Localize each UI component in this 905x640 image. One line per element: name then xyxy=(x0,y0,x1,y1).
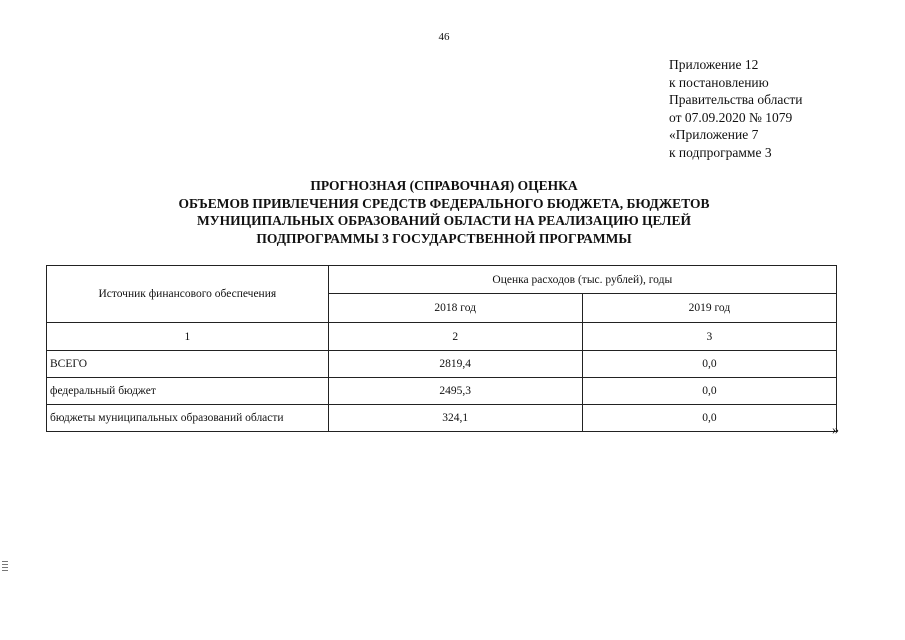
appendix-line: Правительства области xyxy=(669,92,803,108)
page-number: 46 xyxy=(438,31,450,43)
header-year-2019: 2019 год xyxy=(582,294,836,323)
column-number: 2 xyxy=(328,323,582,351)
table-row xyxy=(47,378,837,405)
title-line: ОБЪЕМОВ ПРИВЛЕЧЕНИЯ СРЕДСТВ ФЕДЕРАЛЬНОГО БЮДЖЕТА, БЮДЖЕТОВ xyxy=(178,195,710,211)
appendix-line: к подпрограмме 3 xyxy=(669,144,772,160)
table-column-numbers-row xyxy=(47,323,837,351)
value-2018-cell: 324,1 xyxy=(328,405,582,432)
table-row xyxy=(47,351,837,378)
appendix-reference xyxy=(669,56,802,162)
appendix-line: Приложение 12 xyxy=(669,57,759,72)
appendix-line: «Приложение 7 xyxy=(669,127,759,143)
title-line: ПОДПРОГРАММЫ 3 ГОСУДАРСТВЕННОЙ ПРОГРАММЫ xyxy=(256,230,632,246)
value-2019-cell: 0,0 xyxy=(582,351,836,378)
column-number: 1 xyxy=(47,323,329,351)
appendix-line: от 07.09.2020 № 1079 xyxy=(669,109,793,125)
source-cell: ВСЕГО xyxy=(47,351,329,378)
column-number: 3 xyxy=(582,323,836,351)
value-2018-cell: 2495,3 xyxy=(328,378,582,405)
header-source: Источник финансового обеспечения xyxy=(47,266,329,323)
value-2018-cell: 2819,4 xyxy=(328,351,582,378)
value-2019-cell: 0,0 xyxy=(582,378,836,405)
scan-margin-mark xyxy=(2,561,8,573)
appendix-line: к постановлению xyxy=(669,74,769,90)
value-2019-cell: 0,0 xyxy=(582,405,836,432)
header-estimate: Оценка расходов (тыс. рублей), годы xyxy=(328,266,836,294)
title-line: МУНИЦИПАЛЬНЫХ ОБРАЗОВАНИЙ ОБЛАСТИ НА РЕАЛИЗАЦИЮ ЦЕЛЕЙ xyxy=(197,213,691,229)
title-line: ПРОГНОЗНАЯ (СПРАВОЧНАЯ) ОЦЕНКА xyxy=(310,178,578,193)
funding-table xyxy=(46,265,837,432)
closing-quote: » xyxy=(832,423,839,438)
table-row xyxy=(47,405,837,432)
source-cell: бюджеты муниципальных образований области xyxy=(47,405,329,432)
table-header-row xyxy=(47,266,837,294)
header-year-2018: 2018 год xyxy=(328,294,582,323)
document-title xyxy=(60,177,828,247)
source-cell: федеральный бюджет xyxy=(47,378,329,405)
